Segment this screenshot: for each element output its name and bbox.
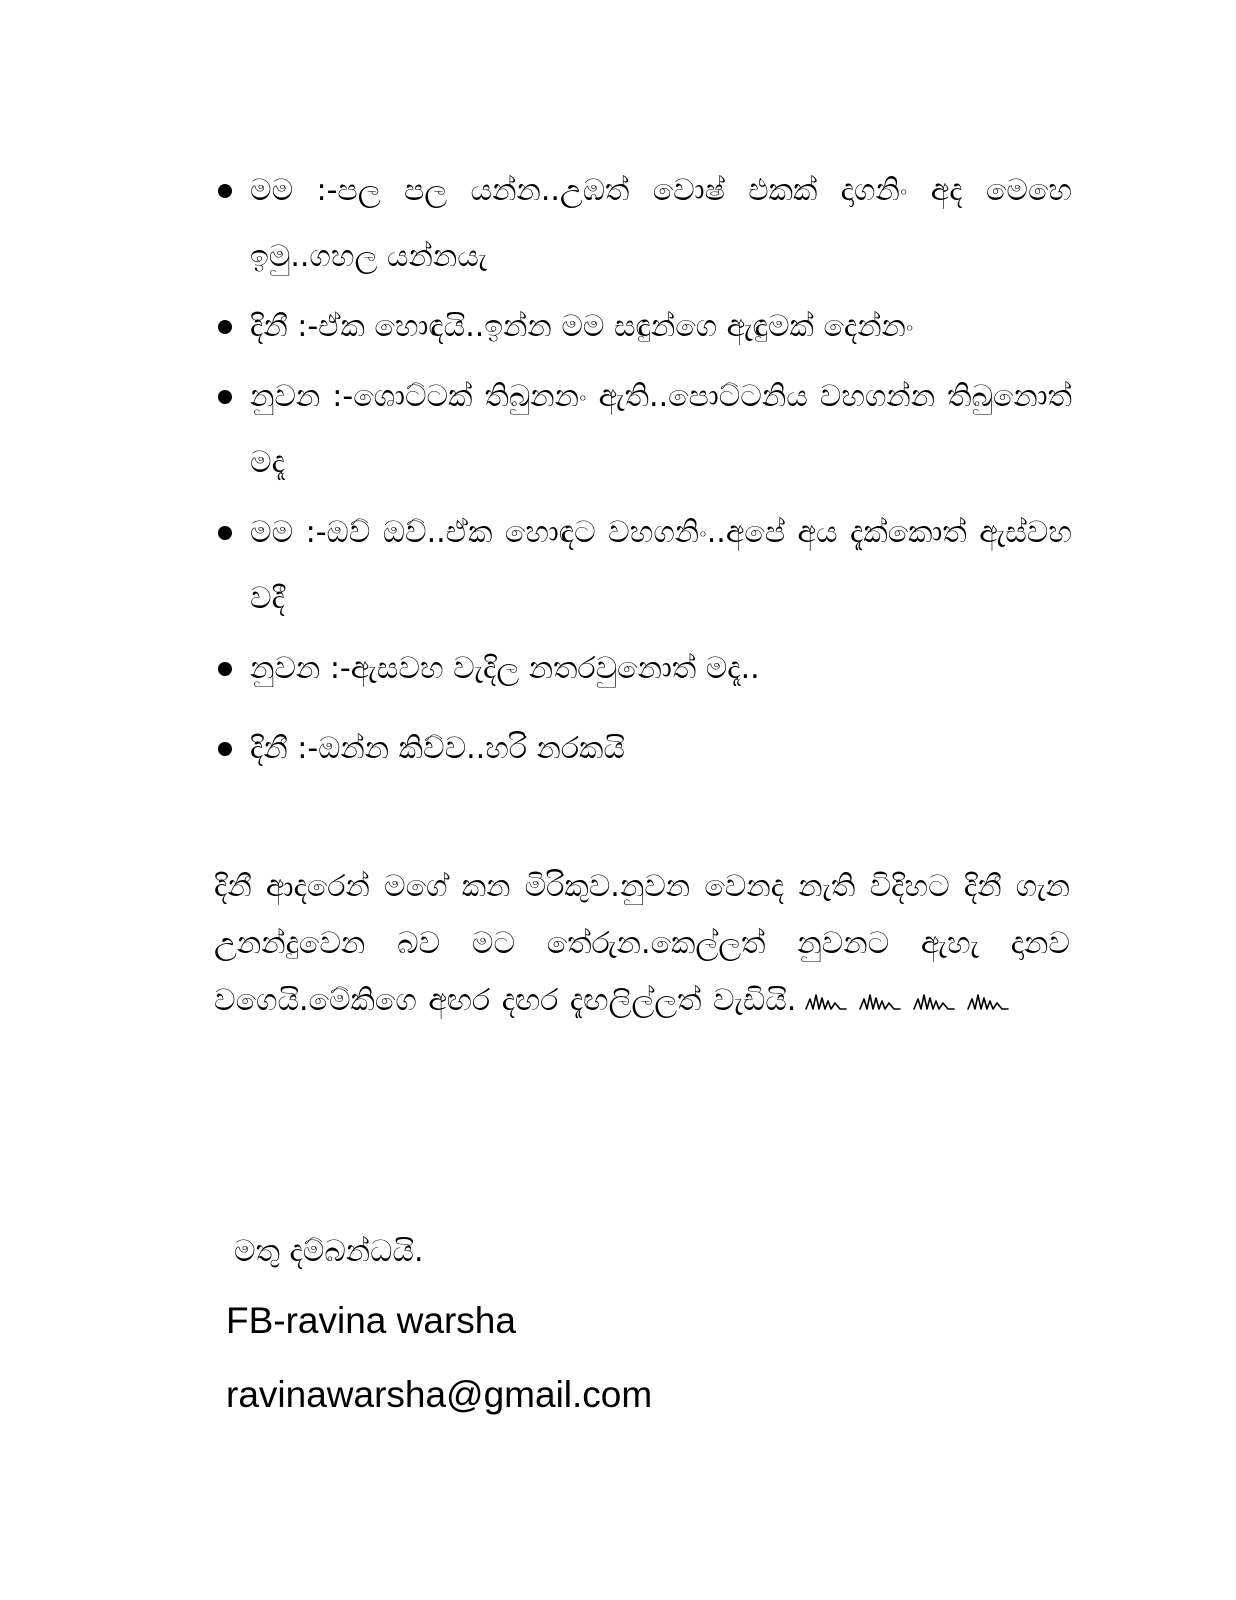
- bullet-icon: [218, 184, 232, 198]
- facebook-handle: FB-ravina warsha: [226, 1300, 516, 1341]
- dialogue-line-6: [210, 716, 1072, 782]
- dialogue-list: [210, 158, 1072, 796]
- dialogue-text: නුවන :-ඇසවහ වැදිල නතරවුනොත් මදෑ..: [250, 651, 760, 686]
- signature-line: මතු දම්බන්ධයි.: [234, 1234, 424, 1269]
- dialogue-line-1: [210, 158, 1072, 290]
- narration-paragraph: [214, 858, 1070, 1029]
- dialogue-line-3: [210, 364, 1072, 496]
- dialogue-text: මම :-පල පල යන්න..උඹත් වොෂ් එකක් දාගනිං අද මෙහෙ ඉමු..ගහල යන්නයැ: [250, 173, 1072, 274]
- dialogue-text: නුවන :-ශොට්ටක් තිබුනනං ඇති..පොට්ටනිය වහගන්න තිබුනොත් මදෑ: [250, 379, 1072, 480]
- dialogue-line-5: [210, 636, 1072, 702]
- narration-text: දිනී ආදරෙන් මගේ කන මිරිකුව.නුවන වෙනද නැති විදිහට දිනී ගැන උනන්දුවෙන බව මට තේරුන.කෙල්ලත් නුවනට ඇහැ දානව වගෙයි.මේකිගෙ අඟර දඟර දැඟලිල්ලත් වැඩියි.: [214, 869, 1070, 1018]
- bullet-icon: [218, 526, 232, 540]
- dialogue-text: මම :-ඔව් ඔව්..ඒක හොඳට වහගනිං..අපේ අය දැක්කොත් ඇස්වහ වදී: [250, 515, 1072, 616]
- dialogue-line-4: [210, 500, 1072, 632]
- email-address: ravinawarsha@gmail.com: [226, 1374, 653, 1415]
- bullet-icon: [218, 662, 232, 676]
- bullet-icon: [218, 742, 232, 756]
- dialogue-line-2: [210, 294, 1072, 360]
- bullet-icon: [218, 390, 232, 404]
- dialogue-text: දිනී :-ඔන්න කිව්ව..හරි නරකයි: [250, 731, 625, 766]
- dialogue-text: දිනී :-ඒක හොඳයි..ඉන්න මම සඳුන්ගෙ ඇඳුමක් දෙන්නං: [250, 309, 914, 344]
- bullet-icon: [218, 320, 232, 334]
- grass-squiggle-icon: [802, 989, 1018, 1015]
